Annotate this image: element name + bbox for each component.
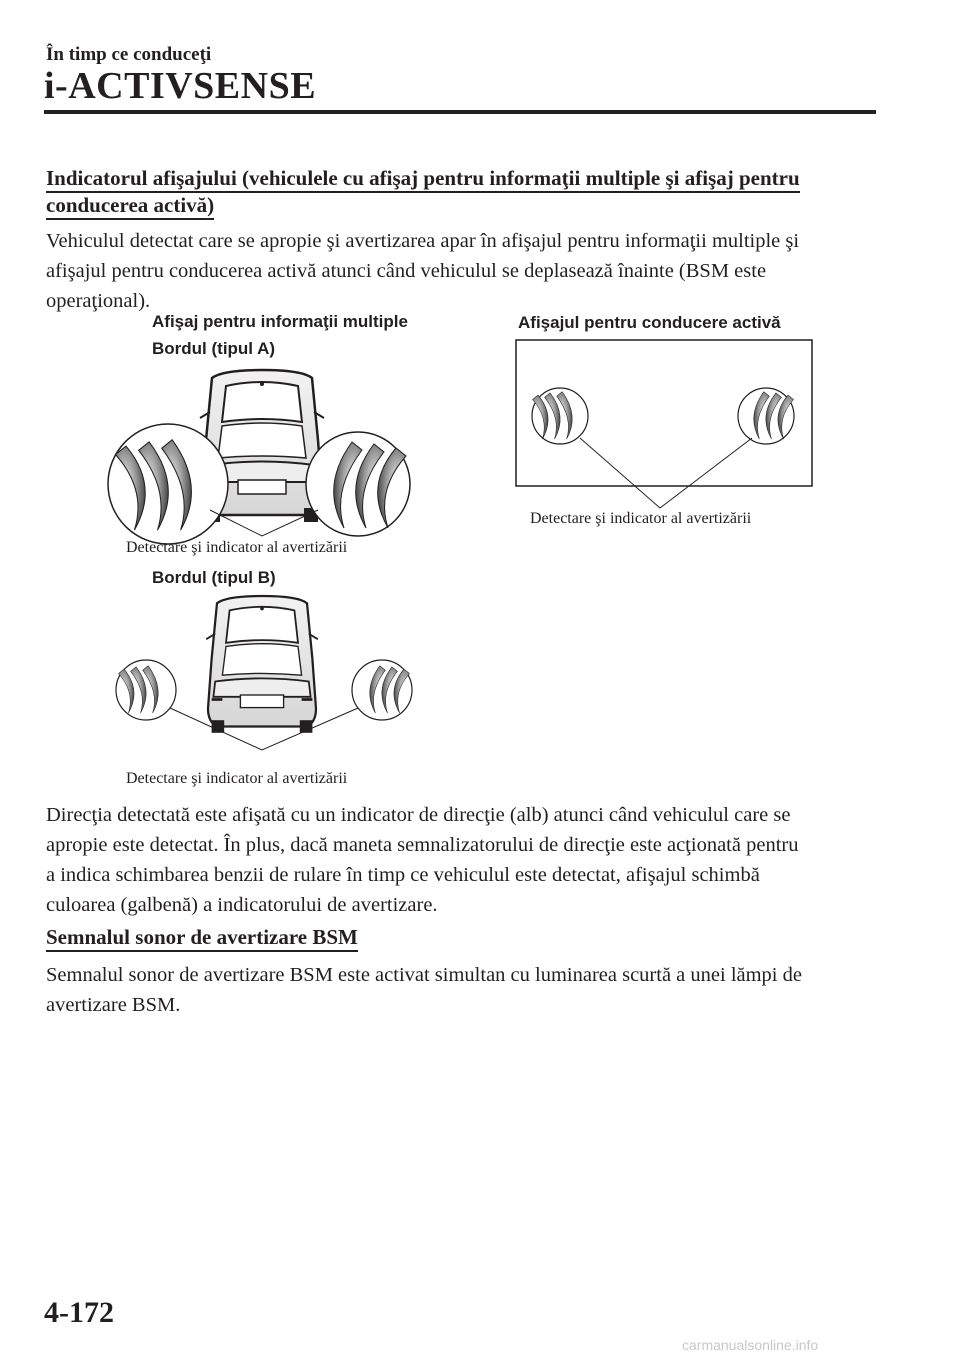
paragraph-line: Semnalul sonor de avertizare BSM este activat simultan cu luminarea scurtă a unei lămpi de [46, 964, 802, 986]
subheading-line: Semnalul sonor de avertizare BSM [46, 925, 358, 952]
paragraph-line: afişajul pentru conducerea activă atunci când vehiculul se deplasează înainte (BSM este [46, 260, 767, 282]
paragraph-line: a indica schimbarea benzii de rulare în timp ce vehiculul este detectat, afişajul schimbă [46, 864, 760, 886]
subheading-line-1: Indicatorul afişajului (vehiculele cu afişaj pentru informaţii multiple şi afişaj pentru [46, 166, 800, 193]
subheading-line-2: conducerea activă) [46, 193, 214, 220]
paragraph-bsm-beep [46, 960, 876, 1020]
label-active-driving-display: Afişajul pentru conducere activă [518, 313, 781, 332]
label-dashboard-type-b: Bordul (tipul B) [152, 568, 276, 587]
section-title: i-ACTIVSENSE [44, 65, 317, 107]
paragraph-line: avertizare BSM. [46, 994, 181, 1016]
chapter-title: În timp ce conduceţi [46, 44, 212, 65]
paragraph-direction-indicator [46, 800, 876, 920]
page-number: 4-172 [44, 1296, 114, 1329]
label-multi-info-display: Afişaj pentru informaţii multiple [152, 312, 408, 331]
paragraph-line: Direcţia detectată este afişată cu un indicator de direcţie (alb) atunci când vehiculul care se [46, 804, 791, 826]
paragraph-line: apropie este detectat. În plus, dacă maneta semnalizatorului de direcţie este acţionată pentru [46, 834, 799, 856]
caption-active-driving: Detectare şi indicator al avertizării [530, 510, 752, 527]
subheading-bsm-beep [46, 924, 358, 951]
watermark: carmanualsonline.info [682, 1337, 819, 1353]
caption-type-a: Detectare şi indicator al avertizării [126, 539, 348, 556]
caption-type-b: Detectare şi indicator al avertizării [126, 770, 348, 787]
paragraph-line: operaţional). [46, 290, 151, 312]
paragraph-line: Vehiculul detectat care se apropie şi avertizarea apar în afişajul pentru informaţii multiple şi [46, 230, 800, 252]
paragraph-line: culoarea (galbenă) a indicatorului de avertizare. [46, 894, 438, 916]
label-dashboard-type-a: Bordul (tipul A) [152, 339, 276, 358]
